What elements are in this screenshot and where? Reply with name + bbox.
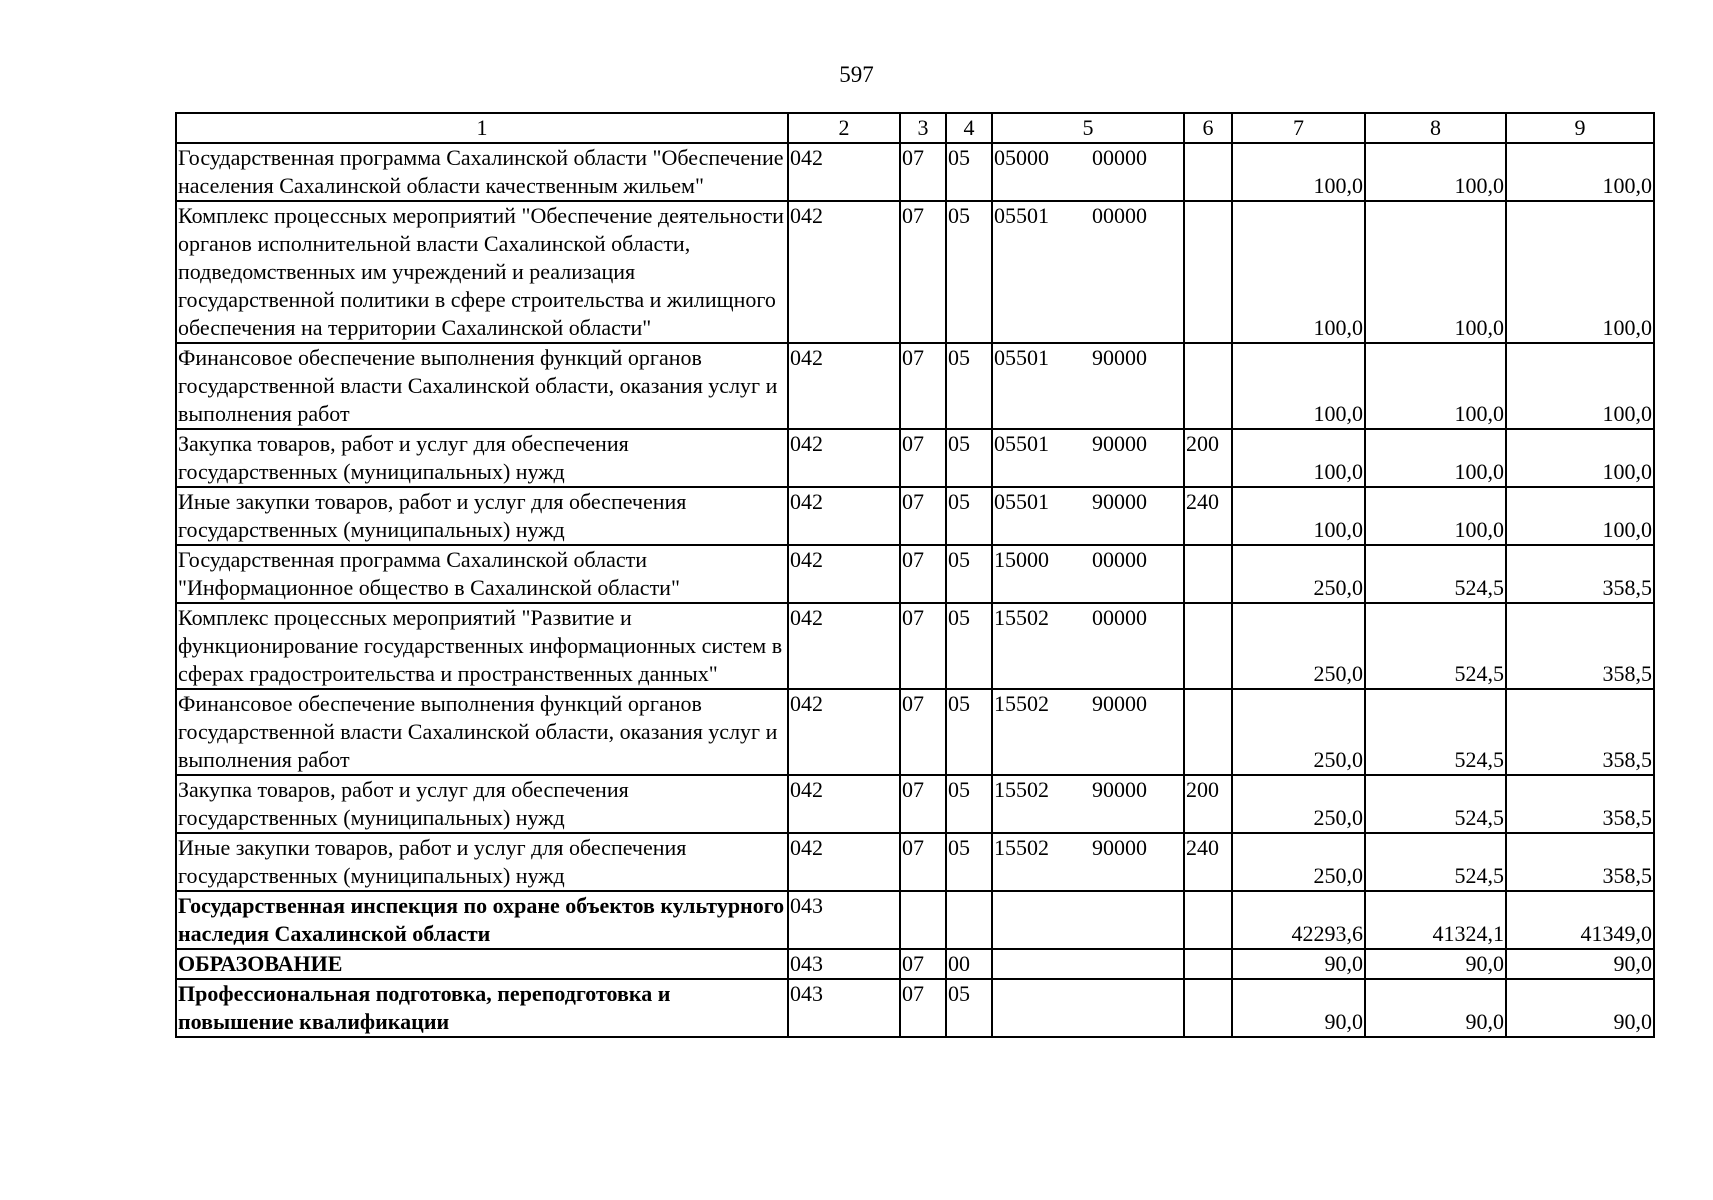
table-row <box>176 603 1654 689</box>
amount-col-9: 41349,0 <box>1506 891 1654 949</box>
target-article-program: 05501 <box>994 431 1049 456</box>
target-article-program: 05501 <box>994 489 1049 514</box>
row-name: Государственная программа Сахалинской области "Информационное общество в Сахалинской области" <box>176 545 788 603</box>
table-row <box>176 545 1654 603</box>
admin-code: 042 <box>788 343 900 429</box>
column-header-9: 9 <box>1506 113 1654 143</box>
amount-col-7: 250,0 <box>1232 689 1365 775</box>
table-row <box>176 775 1654 833</box>
row-name: Иные закупки товаров, работ и услуг для обеспечения государственных (муниципальных) нужд <box>176 833 788 891</box>
admin-code: 042 <box>788 487 900 545</box>
amount-col-7: 90,0 <box>1232 949 1365 979</box>
amount-col-8: 100,0 <box>1365 201 1506 343</box>
target-article-direction: 90000 <box>1092 777 1147 802</box>
target-article-program: 15502 <box>994 777 1049 802</box>
row-name: Комплекс процессных мероприятий "Развитие и функционирование государственных информационных систем в сферах градостроительства и пространственных данных" <box>176 603 788 689</box>
subsection-code: 05 <box>946 429 992 487</box>
amount-col-9: 358,5 <box>1506 545 1654 603</box>
section-code: 07 <box>900 201 946 343</box>
amount-col-8: 41324,1 <box>1365 891 1506 949</box>
amount-col-7: 250,0 <box>1232 833 1365 891</box>
amount-col-9: 100,0 <box>1506 429 1654 487</box>
row-name: Финансовое обеспечение выполнения функций органов государственной власти Сахалинской области, оказания услуг и выполнения работ <box>176 343 788 429</box>
target-article-cell <box>992 603 1184 689</box>
subsection-code: 05 <box>946 979 992 1037</box>
subsection-code: 05 <box>946 545 992 603</box>
target-article-direction: 90000 <box>1092 691 1147 716</box>
row-name: Государственная программа Сахалинской области "Обеспечение населения Сахалинской области качественным жильем" <box>176 143 788 201</box>
expense-type-code: 240 <box>1184 487 1232 545</box>
expense-type-code <box>1184 979 1232 1037</box>
table-row <box>176 201 1654 343</box>
amount-col-8: 90,0 <box>1365 949 1506 979</box>
amount-col-9: 100,0 <box>1506 343 1654 429</box>
amount-col-7: 90,0 <box>1232 979 1365 1037</box>
target-article-program: 15502 <box>994 835 1049 860</box>
admin-code: 042 <box>788 689 900 775</box>
subsection-code <box>946 891 992 949</box>
target-article-cell <box>992 343 1184 429</box>
subsection-code: 05 <box>946 689 992 775</box>
amount-col-9: 358,5 <box>1506 689 1654 775</box>
table-row <box>176 689 1654 775</box>
amount-col-8: 524,5 <box>1365 603 1506 689</box>
expense-type-code <box>1184 891 1232 949</box>
expense-type-code <box>1184 143 1232 201</box>
amount-col-9: 358,5 <box>1506 603 1654 689</box>
amount-col-9: 100,0 <box>1506 487 1654 545</box>
admin-code: 042 <box>788 201 900 343</box>
amount-col-8: 524,5 <box>1365 689 1506 775</box>
target-article-cell <box>992 545 1184 603</box>
target-article-program: 05501 <box>994 203 1049 228</box>
target-article-program: 05000 <box>994 145 1049 170</box>
section-code: 07 <box>900 979 946 1037</box>
column-header-5: 5 <box>992 113 1184 143</box>
target-article-direction: 90000 <box>1092 345 1147 370</box>
amount-col-9: 90,0 <box>1506 949 1654 979</box>
subsection-code: 05 <box>946 775 992 833</box>
target-article-program: 05501 <box>994 345 1049 370</box>
expense-type-code <box>1184 343 1232 429</box>
amount-col-8: 100,0 <box>1365 343 1506 429</box>
section-code: 07 <box>900 487 946 545</box>
page-number: 597 <box>839 62 874 87</box>
target-article-cell <box>992 833 1184 891</box>
column-header-4: 4 <box>946 113 992 143</box>
target-article-direction: 90000 <box>1092 489 1147 514</box>
column-header-6: 6 <box>1184 113 1232 143</box>
section-code: 07 <box>900 603 946 689</box>
column-header-3: 3 <box>900 113 946 143</box>
admin-code: 042 <box>788 603 900 689</box>
amount-col-8: 90,0 <box>1365 979 1506 1037</box>
amount-col-7: 250,0 <box>1232 545 1365 603</box>
table-row <box>176 343 1654 429</box>
column-number-row <box>176 113 1654 143</box>
target-article-direction: 90000 <box>1092 835 1147 860</box>
expense-type-code <box>1184 201 1232 343</box>
amount-col-7: 100,0 <box>1232 429 1365 487</box>
target-article-direction: 00000 <box>1092 605 1147 630</box>
expense-type-code <box>1184 689 1232 775</box>
target-article-direction: 90000 <box>1092 431 1147 456</box>
expense-type-code <box>1184 545 1232 603</box>
admin-code: 042 <box>788 833 900 891</box>
target-article-direction: 00000 <box>1092 547 1147 572</box>
row-name: Закупка товаров, работ и услуг для обеспечения государственных (муниципальных) нужд <box>176 429 788 487</box>
subsection-code: 05 <box>946 201 992 343</box>
amount-col-9: 100,0 <box>1506 143 1654 201</box>
amount-col-8: 524,5 <box>1365 775 1506 833</box>
row-name: Профессиональная подготовка, переподготовка и повышение квалификации <box>176 979 788 1037</box>
expense-type-code <box>1184 603 1232 689</box>
column-header-2: 2 <box>788 113 900 143</box>
subsection-code: 05 <box>946 833 992 891</box>
amount-col-9: 358,5 <box>1506 775 1654 833</box>
amount-col-7: 100,0 <box>1232 487 1365 545</box>
amount-col-9: 358,5 <box>1506 833 1654 891</box>
column-header-8: 8 <box>1365 113 1506 143</box>
row-name: ОБРАЗОВАНИЕ <box>176 949 788 979</box>
target-article-cell <box>992 487 1184 545</box>
target-article-direction: 00000 <box>1092 145 1147 170</box>
table-row <box>176 143 1654 201</box>
amount-col-7: 250,0 <box>1232 775 1365 833</box>
target-article-cell <box>992 949 1184 979</box>
amount-col-8: 100,0 <box>1365 143 1506 201</box>
table-row <box>176 949 1654 979</box>
row-name: Комплекс процессных мероприятий "Обеспечение деятельности органов исполнительной власти Сахалинской области, подведомственных им учреждений и реализация государственной политики в сфере строительства и жилищного обеспечения на территории Сахалинской области" <box>176 201 788 343</box>
admin-code: 042 <box>788 545 900 603</box>
table-row <box>176 979 1654 1037</box>
target-article-cell <box>992 775 1184 833</box>
row-name: Иные закупки товаров, работ и услуг для обеспечения государственных (муниципальных) нужд <box>176 487 788 545</box>
expense-type-code <box>1184 949 1232 979</box>
admin-code: 042 <box>788 775 900 833</box>
amount-col-8: 100,0 <box>1365 487 1506 545</box>
admin-code: 042 <box>788 143 900 201</box>
target-article-program: 15502 <box>994 605 1049 630</box>
subsection-code: 00 <box>946 949 992 979</box>
section-code: 07 <box>900 833 946 891</box>
section-code: 07 <box>900 545 946 603</box>
table-row <box>176 891 1654 949</box>
table-body <box>176 143 1654 1037</box>
target-article-cell <box>992 143 1184 201</box>
column-header-7: 7 <box>1232 113 1365 143</box>
section-code: 07 <box>900 343 946 429</box>
target-article-direction: 00000 <box>1092 203 1147 228</box>
target-article-program: 15502 <box>994 691 1049 716</box>
admin-code: 043 <box>788 891 900 949</box>
amount-col-7: 100,0 <box>1232 343 1365 429</box>
amount-col-8: 524,5 <box>1365 545 1506 603</box>
expense-type-code: 200 <box>1184 429 1232 487</box>
amount-col-7: 42293,6 <box>1232 891 1365 949</box>
admin-code: 043 <box>788 979 900 1037</box>
subsection-code: 05 <box>946 603 992 689</box>
section-code <box>900 891 946 949</box>
target-article-cell <box>992 429 1184 487</box>
subsection-code: 05 <box>946 487 992 545</box>
column-header-1: 1 <box>176 113 788 143</box>
subsection-code: 05 <box>946 143 992 201</box>
section-code: 07 <box>900 429 946 487</box>
row-name: Финансовое обеспечение выполнения функций органов государственной власти Сахалинской области, оказания услуг и выполнения работ <box>176 689 788 775</box>
admin-code: 042 <box>788 429 900 487</box>
target-article-cell <box>992 979 1184 1037</box>
subsection-code: 05 <box>946 343 992 429</box>
section-code: 07 <box>900 689 946 775</box>
section-code: 07 <box>900 949 946 979</box>
table-row <box>176 429 1654 487</box>
row-name: Закупка товаров, работ и услуг для обеспечения государственных (муниципальных) нужд <box>176 775 788 833</box>
target-article-cell <box>992 689 1184 775</box>
section-code: 07 <box>900 143 946 201</box>
row-name: Государственная инспекция по охране объектов культурного наследия Сахалинской области <box>176 891 788 949</box>
amount-col-7: 250,0 <box>1232 603 1365 689</box>
table-row <box>176 833 1654 891</box>
section-code: 07 <box>900 775 946 833</box>
target-article-cell <box>992 201 1184 343</box>
budget-table <box>175 112 1655 1038</box>
amount-col-8: 100,0 <box>1365 429 1506 487</box>
amount-col-8: 524,5 <box>1365 833 1506 891</box>
amount-col-9: 90,0 <box>1506 979 1654 1037</box>
amount-col-7: 100,0 <box>1232 143 1365 201</box>
admin-code: 043 <box>788 949 900 979</box>
amount-col-9: 100,0 <box>1506 201 1654 343</box>
target-article-cell <box>992 891 1184 949</box>
expense-type-code: 200 <box>1184 775 1232 833</box>
amount-col-7: 100,0 <box>1232 201 1365 343</box>
expense-type-code: 240 <box>1184 833 1232 891</box>
target-article-program: 15000 <box>994 547 1049 572</box>
table-row <box>176 487 1654 545</box>
